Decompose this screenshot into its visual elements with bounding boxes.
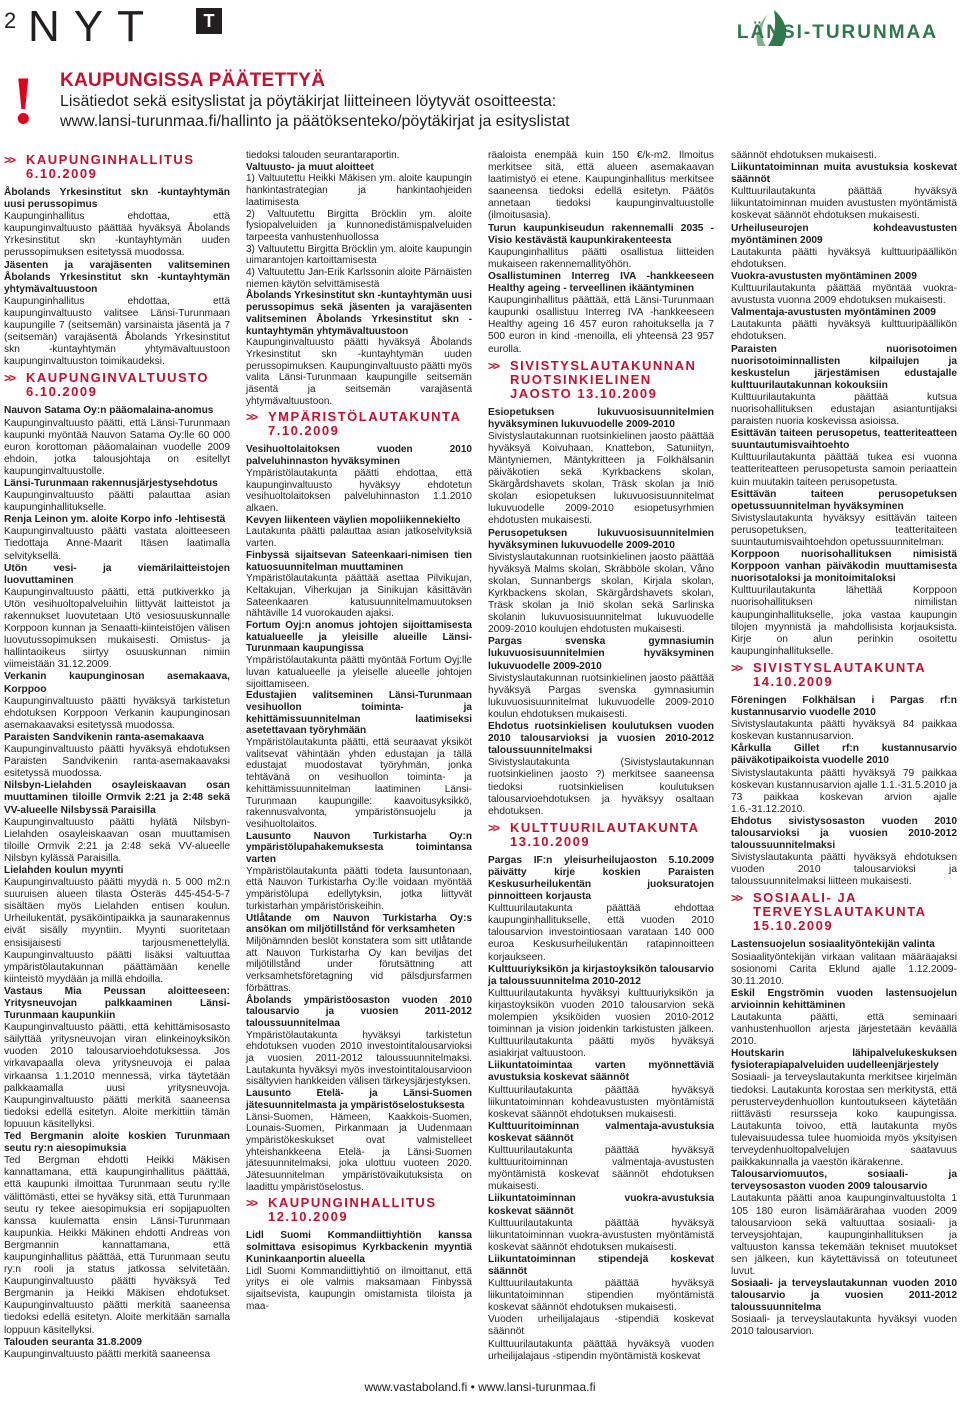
body-text: Kulttuurilautakunta päättää tukea esi vuonna teatteriteatteen perusopetusta samoin periaattein kuin muutakin taiteen perusopetusta. bbox=[731, 452, 957, 488]
item-heading: Lielahden koulun myynti bbox=[4, 864, 124, 876]
magazine-title: NYT bbox=[28, 2, 158, 51]
body-text: Ted Bergman ehdotti Heikki Mäkisen kannattamana, että kaupunginhallitus päättää, että kaupunki ilmoittaa Turunmaan seutu ry:lle välittömästi, ettei se hyväksy sitä, että Turunmaan seutu ry tekee aiesopimuksia eri sopijapuolten kanssa kuulematta ensin Länsi-Turunmaan kaupunkia. Heikki Mäkinen ehdotti Andreas von Bergmannin kannattamana, että kaupunginhallitus päättää, että Turunmaan seutu ry:n rooli ja status jatkossa selvitetään. Kaupunginvaltuusto päätti hyväksyä Ted Bergmanin ja Heikki Mäkisen ehdotukset. Kaupunginvaltuusto päätti merkitä saaneensa tiedoksi edellä esitetyn. Aloite merkitään samalla loppuun käsitellyksi. bbox=[4, 1155, 230, 1336]
body-text: Kaupunginhallitus ehdottaa, että kaupunginvaltuusto valitsee Länsi-Turunmaan kaupungille 7 (seitsemän) varsinaista jäsentä ja 7 (seitsemän) varajäsentä Åbolands Yrkesinstitut skn -kuntayhtymän yhtymävaltuustoon kaupunginvaltuuston toimikaudeksi. bbox=[4, 295, 230, 368]
item-heading: Pargas svenska gymnasiumin lukuvuosisuunnitelmien hyväksyminen lukuvuodelle 2009-2010 bbox=[488, 636, 714, 672]
body-text: Kulttuurilautakunta päättää kutsua nuorisohallituksen edustajan asiantuntijaksi paraisten nuoria koskevissa asioissa. bbox=[731, 391, 957, 428]
body-text: Sosiaali- ja terveyslautakunta hyväksyi vuoden 2010 talousarvion. bbox=[731, 1314, 957, 1338]
body-text: Miljönämnden beslöt konstatera som sitt utlåtande att Nauvon Turkistarha Oy kan beviljas det miljötillstånd under förutsättning att verksamhetsföretagning vid pälsdjursfarmen förbättras. bbox=[246, 936, 472, 994]
footer-links[interactable]: www.vastaboland.fi • www.lansi-turunmaa.fi bbox=[364, 1380, 596, 1394]
item-heading: Sosiaali- ja terveyslautakunnan vuoden 2010 talousarvio ja vuosien 2011-2012 taloussuunnitelma bbox=[731, 1278, 957, 1314]
body-text: Sivistyslautakunta päätti hyväksyä 79 paikkaa koskevan kustannusarvion ajalle 1.1.-31.5.2010 ja 73 paikkaa koskevan arvion ajalle 1.6.-31.12.2010. bbox=[731, 767, 957, 815]
item-heading: Korppoon nuorisohallituksen nimisistä Korppoon vanhan päiväkodin muuttamisesta nuorisotaloksi ja monitoimitaloksi bbox=[731, 549, 957, 585]
column-4 bbox=[731, 150, 957, 1339]
body-text: Ympäristölautakunta päätti, että seuraavat yksiköt valitsevat vähintään yhden edustajan ja tällä edustajat muodostavat työryhmän, jonka tehtävänä on vesihuollon toiminta- ja kehittämissuunnitelman laatiminen Länsi-Turunmaan kaupungille: kaavoitusyksikkö, rakennusvalvonta, ympäristönsuojelu ja vesihuoltolaitos. bbox=[246, 737, 472, 830]
double-chevron-icon: >> bbox=[731, 891, 742, 906]
item-heading: Åbolands ympäristöosaston vuoden 2010 talousarvio ja vuosien 2011-2012 taloussuunnitelmaa bbox=[246, 994, 472, 1029]
magazine-badge: T bbox=[196, 8, 222, 34]
body-text: Kaupunginvaltuusto päätti, että Länsi-Turunmaan kaupunki myöntää Nauvon Satama Oy:lle 60 000 euron korottoman pääomalainan vuodelle 2009 ehdoin, jotka talousjohtaja on esitellyt kaupunginvaltuustolle. bbox=[4, 417, 230, 477]
section-heading-text: KAUPUNGINHALLITUS 12.10.2009 bbox=[268, 1195, 437, 1225]
item-heading: Paraisten Sandvikenin ranta-asemakaava bbox=[4, 731, 204, 743]
item-heading: Valtuusto- ja muut aloitteet bbox=[246, 161, 374, 173]
body-text: Sivistyslautakunnan ruotsinkielinen jaosto päättää hyväksyä Pargas svenska gymnasiumin lukuvuosisuunnitelmat lukuvuodelle 2009-2010 koulun ehdotuksen mukaisesti. bbox=[488, 672, 714, 720]
brand-name: LÄNSI-TURUNMAA bbox=[736, 22, 938, 43]
item-heading: Vuokra-avustusten myöntäminen 2009 bbox=[731, 270, 917, 282]
item-heading: Renja Leinon ym. aloite Korpo info -lehtisestä bbox=[4, 514, 226, 526]
banner-line-2[interactable]: www.lansi-turunmaa.fi/hallinto ja päätöksenteko/pöytäkirjat ja esityslistat bbox=[60, 113, 570, 130]
body-text: Kulttuurilautakunta päättää myöntää vuokra-avustusta vuonna 2009 ehdotuksen mukaisesti. bbox=[731, 283, 957, 307]
item-heading: Eskil Engströmin vuoden lastensuojelun arvioinnin kehittäminen bbox=[731, 987, 957, 1011]
item-heading: Lausunto Nauvon Turkistarha Oy:n ympäristölupahakemuksesta toimintansa varten bbox=[246, 830, 472, 866]
body-text: 1) Valtuutettu Heikki Mäkisen ym. aloite kaupungin hankintastrategian ja hankintaohjeiden laatimisesta bbox=[246, 173, 472, 208]
body-text: Kulttuurilautakunta lähettää Korppoon nuorisohallituksen nimilistan kaupunginhallitukselle, joka vastaa kaupungin tilojen myynnistä ja mahdollisista korjauksista. Kirje on alun perinkin osoitettu kaupunginhallitukselle. bbox=[731, 585, 957, 657]
section-heading bbox=[246, 1196, 472, 1224]
body-text: Sivistyslautakunta (Sivistyslautakunnan ruotsinkielinen jaosto ?) merkitsee saaneensa tiedoksi ruotsinkielisen koulutuksen talousarvioehdotuksen ja hyväksyy osaltaan ehdotuksen. bbox=[488, 757, 714, 817]
item-heading: Edustajien valitseminen Länsi-Turunmaan vesihuollon toiminta- ja kehittämissuunnitelman laatimiseksi asetettavaan työryhmään bbox=[246, 690, 472, 737]
section-heading bbox=[731, 891, 957, 933]
body-text: Vuoden urheilijalajaus -stipendiä koskevat säännöt bbox=[488, 1314, 714, 1338]
double-chevron-icon: >> bbox=[731, 660, 742, 675]
body-text: Kaupunginvaltuusto päätti hyväksyä tarkistetun ehdotuksen Korppoon Verkanin kaupunginosan asemakaavaksi esitetyssä muodossa. bbox=[4, 695, 230, 731]
alert-mark: ! bbox=[12, 62, 35, 138]
body-text: Ympäristölautakunta hyväksyi tarkistetun ehdotuksen vuoden 2010 investointitalousarvioksi ja vuosien 2011-2012 taloussuunnitelmaksi. Lautakunta hyväksyi myös investointitalousarvioon sisältyvien hankkeiden välisen tärkeysjärjestyksen. bbox=[246, 1029, 472, 1088]
body-text: räaloista enempää kuin 150 €/k-m2. Ilmoitus merkitsee sitä, että alueen asemakaavan laatimistyö ei etene. Kaupunginhallitus merkitsee saaneensa tiedoksi edellä esitetyn. Päätös annetaan tiedoksi kaupunginvaltuustolle (ilmoitusasia). bbox=[488, 150, 714, 222]
item-heading: Åbolands Yrkesinstitut skn -kuntayhtymän uusi perussopimus sekä jäsenten ja varajäsenten valitseminen Åbolands Yrkesinstitut skn -kuntayhtymän yhtymävaltuustoon bbox=[246, 290, 472, 337]
item-heading: Nauvon Satama Oy:n pääomalaina-anomus bbox=[4, 405, 214, 417]
item-heading: Liikuntatoiminnan vuokra-avustuksia koskevat säännöt bbox=[488, 1193, 714, 1217]
item-heading: Lastensuojelun sosiaalityöntekijän valinta bbox=[731, 939, 935, 951]
item-heading: Ehdotus ruotsinkielisen koulutuksen vuoden 2010 talousarvioksi ja vuosien 2010-2012 taloussuunnitelmaksi bbox=[488, 721, 714, 757]
body-text: Lautakunta päätti, että seminaari vanhustenhuollon arjesta järjestetään keväällä 2010. bbox=[731, 1012, 957, 1048]
item-heading: Vesihuoltolaitoksen vuoden 2010 palveluhinnaston hyväksyminen bbox=[246, 444, 472, 468]
body-text: Lautakunta päätti palauttaa asian jatkoselvityksiä varten. bbox=[246, 526, 472, 550]
item-heading: Valmentaja-avustusten myöntäminen 2009 bbox=[731, 307, 936, 319]
body-text: Sivistyslautakunta hyväksyy esittävän taiteen perusopetuksen, teatteritaiteen suuntautumisvaihtoehdon opetussuunnitelman. bbox=[731, 512, 957, 548]
section-heading bbox=[246, 410, 472, 438]
item-heading: Föreningen Folkhälsan i Pargas rf:n kustannusarvio vuodelle 2010 bbox=[731, 694, 957, 719]
item-heading: Kulttuuritoiminnan valmentaja-avustuksia koskevat säännöt bbox=[488, 1120, 714, 1144]
body-text: Kaupunginvaltuusto päätti, että kehittämisosasto säilyttää yritysneuvojan viran elinkeinoyksikön vuoden 2010 talousarvioehdotuksessa. Jos virkavapaalla oleva yritysneuvoja ei palaa virkaansa 1.1.2010 mennessä, virka täytetään palkkaamalla uusi yritysneuvoja. Kaupunginvaltuusto päätti merkitä saaneensa tiedoksi edellä esitetyn. Aloite merkittiin tämän lopuuun käsitellyksi. bbox=[4, 1022, 230, 1130]
item-heading: Verkanin kaupunginosan asemakaava, Korppoo bbox=[4, 671, 230, 695]
item-heading: Talouden seuranta 31.8.2009 bbox=[4, 1336, 142, 1348]
item-heading: Länsi-Turunmaan rakennusjärjestysehdotus bbox=[4, 477, 218, 489]
page-number: 2 bbox=[4, 8, 17, 33]
body-text: Kaupunginvaltuusto päätti hylätä Nilsbyn-Lielahden osayleiskaavan osan muuttamisen tiloille Ormvik 2:21 ja 2:48 sekä VV-alueelle Nilsbyn kylässä Paraisilla. bbox=[4, 816, 230, 864]
section-heading bbox=[731, 661, 957, 689]
item-heading: Nilsbyn-Lielahden osayleiskaavan osan muuttaminen tiloille Ormvik 2:21 ja 2:48 sekä VV-alueelle Nilsbyssä Paraisilla bbox=[4, 780, 230, 816]
body-text: Kaupunginvaltuusto päätti merkitä saaneensa bbox=[4, 1348, 211, 1360]
body-text: Ympäristölautakunta päätti ehdottaa, että kaupunginvaltuusto hyväksyy ehdotetun vesihuoltolaitoksen palveluhinnaston 1.1.2010 alkaen. bbox=[246, 467, 472, 514]
section-heading bbox=[4, 153, 230, 181]
item-heading: Ehdotus sivistysosaston vuoden 2010 talousarvioksi ja vuosien 2010-2012 taloussuunnitelmaksi bbox=[731, 815, 957, 852]
body-text: Lautakunta päätti hyväksyä kulttuuripäällikön ehdotuksen. bbox=[731, 246, 957, 270]
section-heading bbox=[488, 359, 714, 401]
item-heading: Turun kaupunkiseudun rakennemalli 2035 - Visio kestävästä kaupunkirakenteesta bbox=[488, 222, 714, 246]
section-heading-text: KAUPUNGINVALTUUSTO 6.10.2009 bbox=[26, 370, 209, 400]
item-heading: Kevyen liikenteen väylien mopoliikennekielto bbox=[246, 514, 461, 526]
double-chevron-icon: >> bbox=[4, 371, 15, 386]
body-text: Kaupunginvaltuusto päätti vastata aloitteeseen Tiedottaja Anne-Maarit Itäsen laatimalla selvityksellä. bbox=[4, 526, 230, 562]
body-text: Kulttuurilautakunta päättää hyväksyä liikuntatoiminnan muiden avustusten myöntämistä koskevat säännöt ehdotuksen mukaisesti. bbox=[731, 186, 957, 222]
body-text: Sivistyslautakunta päätti hyväksyä 84 paikkaa koskevan kustannusarvion. bbox=[731, 719, 957, 743]
item-heading: Talousarviomuutos, sosiaali- ja terveysosaston vuoden 2009 talousarvio bbox=[731, 1169, 957, 1193]
section-heading bbox=[4, 371, 230, 399]
item-heading: Liikuntatoiminnan muita avustuksia koskevat säännöt bbox=[731, 162, 957, 186]
body-text: Kaupunginvaltuusto päätti myydä n. 5 000 m2:n suuruisen alueen tilasta Österäs 445-454-5-7 sisältäen myös Lielahden entisen koulun. Urheilukentät, pysäköintipaikka ja saunarakennus eivät sisälly myyntiin. Myynti suoritetaan ensisijaisesti tarjousmenettelyllä. Kaupunginvaltuusto päätti lisäksi valtuuttaa ympäristölautakunnan päättämään kenelle kiinteistö myydään ja millä ehdoilla. bbox=[4, 877, 230, 985]
double-chevron-icon: >> bbox=[246, 410, 257, 425]
double-chevron-icon: >> bbox=[488, 820, 499, 835]
body-text: Ympäristölautakunta päättää asettaa Pilvikujan, Keltakujan, Viherkujan ja Sinikujan käsittävän Sateenkaaren katusuunnitelmamuutoksen nähtäville 14 vuorokauden ajaksi. bbox=[246, 573, 472, 620]
body-text: Ympäristölautakunta päätti myöntää Fortum Oyj:lle luvan katualueelle ja yleiselle alueelle johtojen sijoittamiseen. bbox=[246, 655, 472, 690]
page-header bbox=[0, 0, 960, 60]
body-text: Kaupunginvaltuusto päätti hyväksyä Åbolands Yrkesinstitut skn -kuntayhtymän uuden perussopimuksen. Kaupunginvaltuusto päätti myös valita Länsi-Turunmaan kaupungille seitsemän jäsentä ja seitsemän varajäsentä yhtymävaltuustoon. bbox=[246, 337, 472, 407]
section-heading-text: YMPÄRISTÖLAUTAKUNTA 7.10.2009 bbox=[268, 409, 461, 439]
double-chevron-icon: >> bbox=[246, 1196, 257, 1211]
body-text: Kaupunginhallitus ehdottaa, että kaupunginvaltuusto päättää hyväksyä Åbolands Yrkesinstitut skn -kuntayhtymän uuden perussopimuksen esitetyssä muodossa. bbox=[4, 211, 230, 259]
column-3 bbox=[488, 150, 714, 1363]
body-text: tiedoksi talouden seurantaraportin. bbox=[246, 150, 400, 161]
item-heading: Esittävän taiteen perusopetus, teatteriteatteen suuntautumisvaihtoehto bbox=[731, 428, 957, 452]
body-text: Kaupunginhallitus päätti osallistua liitteiden mukaiseen rakennemallityöhön. bbox=[488, 246, 714, 270]
item-heading: Osallistuminen Interreg IVA -hankkeeseen Healthy ageing - terveellinen ikääntyminen bbox=[488, 270, 714, 295]
body-text: Kulttuurilautakunta päättää hyväksyä liikuntatoiminnan vuokra-avustusten myöntämistä koskevat säännöt ehdotuksen mukaisesti. bbox=[488, 1217, 714, 1253]
section-heading-text: KULTTUURILAUTAKUNTA 13.10.2009 bbox=[510, 819, 700, 849]
item-heading: Esittävän taiteen perusopetuksen opetussuunnitelman hyväksyminen bbox=[731, 488, 957, 512]
body-text: säännöt ehdotuksen mukaisesti. bbox=[731, 150, 877, 161]
section-heading-text: SIVISTYSLAUTAKUNTA 14.10.2009 bbox=[753, 659, 926, 689]
body-text: Lautakunta päätti hyväksyä kulttuuripäällikön ehdotuksen. bbox=[731, 319, 957, 343]
item-heading: Esiopetuksen lukuvuosisuunnitelmien hyväksyminen lukuvuodelle 2009-2010 bbox=[488, 406, 714, 430]
body-text: Kulttuurilautakunta päättää ehdottaa kaupunginhallitukselle, että vuoden 2010 talousarvion investointiosaan varataan 140 000 euroa Keskusurheilukentän ratapinnoitteen korjaukseen. bbox=[488, 903, 714, 963]
column-2 bbox=[246, 150, 472, 1312]
banner-title: KAUPUNGISSA PÄÄTETTYÄ bbox=[60, 70, 326, 91]
body-text: Sosiaali- ja terveyslautakunta merkitsee kirjelmän tiedoksi. Lautakunta korostaa sen merkitystä, että perusterveydenhuollon kuntoutukseen käytetään riittävästi resursseja koko kaupungissa. Lautakunta toivoo, että lautakunta myös tulevaisuudessa tulee huomioida myös yksityisen terveydenhuoltopalvelujen saatavuus paikkakunnalla ja vaestön ikärakenne. bbox=[731, 1072, 957, 1169]
item-heading: Kulttuuriyksikön ja kirjastoyksikön talousarvio ja taloussuunnitelma 2010-2012 bbox=[488, 963, 714, 987]
item-heading: Utlåtande om Nauvon Turkistarha Oy:s ansökan om miljötillstånd för verksamheten bbox=[246, 912, 472, 936]
section-heading-text: SIVISTYSLAUTAKUNNAN RUOTSINKIELINEN JAOSTO 13.10.2009 bbox=[510, 357, 697, 401]
double-chevron-icon: >> bbox=[488, 358, 499, 373]
body-text: Sivistyslautakunnan ruotsinkielinen jaosto päättää hyväksyä Malms skolan, Skräbböle skolan, Våno skolan, Sunnanbergs skolan, Kirjala skolan, Kyrkbackens skolan, Skärgårdshavets skolan, Träsk skolan ja Iniö skolan sekä Sarlinska skolanin lukuvuosisuunnitelmat lukuvuodelle 2009-2010 koulujen ehdotusten mukaisesti. bbox=[488, 551, 714, 636]
body-text: 2) Valtuutettu Birgitta Bröcklin ym. aloite fysiopalveluiden ja kunnonedistämispalveluiden tarpeesta vanhustenhuollossa bbox=[246, 208, 472, 243]
body-text: Ympäristölautakunta päätti todeta lausuntonaan, että Nauvon Turkistarha Oy:lle voidaan myöntää ympäristölupa edellytyksin, jotka liittyvät turkistarhan ympäristöriskeihin. bbox=[246, 865, 472, 912]
column-1 bbox=[4, 150, 230, 1361]
item-heading: Jäsenten ja varajäsenten valitseminen Åbolands Yrkesinstitut skn -kuntayhtymän yhtymävaltuustoon bbox=[4, 259, 230, 295]
body-text: Lidl Suomi Kommandiittiyhtiö on ilmoittanut, että yritys ei ole valmis maksamaan Finbyssä sijaitsevista, kaupungin omistamista tiloista ja maa- bbox=[246, 1265, 472, 1312]
body-text: Kulttuurilautakunta päättää hyväksyä kulttuuritoiminnan valmentaja-avustusten myöntämistä koskevat säännöt ehdotuksen mukaisesti. bbox=[488, 1145, 714, 1193]
item-heading: Perusopetuksen lukuvuosisuunnitelmien hyväksyminen lukuvuodelle 2009-2010 bbox=[488, 527, 714, 551]
body-text: Kaupunginvaltuusto päätti palauttaa asian kaupunginhallitukselle. bbox=[4, 490, 230, 514]
body-text: Sivistyslautakunta päätti hyväksyä ehdotuksen vuoden 2010 talousarvioksi ja taloussuunnitelmaksi liitteen mukaisesti. bbox=[731, 852, 957, 888]
item-heading: Urheiluseurojen kohdeavustusten myöntäminen 2009 bbox=[731, 222, 957, 246]
body-text: Länsi-Suomen, Hämeen, Kaakkois-Suomen, Lounais-Suomen, Pirkanmaan ja Uudenmaan ympäristökeskukset ovat valmistelleet yhteishankkeena Etelä- ja Länsi-Suomen jätesuunnitelmaksi, joka ulottuu vuoteen 2020. Jätesuunnitelman ympäristövaikutuksista on laadittu ympäristöselostus. bbox=[246, 1111, 472, 1193]
body-text: Kaupunginvaltuusto päätti, että putkiverkko ja Utön vesihuoltopalveluihin liittyvät laitteistot ja rakennukset luovutetaan Utö vesiosuuskunnalle Korppoon kunnan ja Senaatti-kiinteistöjen välisen luovutussopimuksen mukaisesti. Omistus- ja hallintaoikeus siirtyy osuuskunnan nimiin viimeistään 31.12.2009. bbox=[4, 586, 230, 671]
section-heading-text: KAUPUNGINHALLITUS 6.10.2009 bbox=[26, 152, 195, 181]
item-heading: Lausunto Etelä- ja Länsi-Suomen jätesuunnitelmasta ja ympäristöselostuksesta bbox=[246, 1088, 472, 1111]
body-text: Kaupunginhallitus päättää, että Länsi-Turunmaan kaupunki osallistuu Interreg IVA -hankkeeseen Healthy ageing 16 457 euron rahoituksella ja 7 500 euron in kind -menoilla, eli yhteensä 23 957 eurolla. bbox=[488, 295, 714, 355]
body-text: Lautakunta päätti anoa kaupunginvaltuustolta 1 105 180 euron lisämäärärahaa vuoden 2009 talousarvioon sekä valtuuttaa sosiaali- ja terveysjohtajan, kaupunginhallituksen ja valtuuston kanssa tekemään tekniset muutokset sen jälkeen, kun käytettävissä on toteutuneet luvut. bbox=[731, 1193, 957, 1277]
double-chevron-icon: >> bbox=[4, 153, 15, 167]
section-heading-text: SOSIAALI- JA TERVEYSLAUTAKUNTA 15.10.2009 bbox=[753, 890, 927, 934]
item-heading: Fortum Oyj:n anomus johtojen sijoittamisesta katualueelle ja yleisille alueille Länsi-Turunmaan kaupungissa bbox=[246, 620, 472, 655]
item-heading: Utön vesi- ja viemärilaitteistojen luovuttaminen bbox=[4, 562, 230, 586]
section-heading bbox=[488, 821, 714, 849]
body-text: Sivistyslautakunnan ruotsinkielinen jaosto päättää hyväksyä Koivuhaan, Knattebon, Satuniityn, Mäntyniemen, Mäntykritteen ja Folkhälsanin päiväkotien sekä Kyrkbackens skolan, Skärgårdshavets skolan, Träsk skolan ja Iniö skolan esiopetuksen lukuvuosisuunnitelmat lukuvuodelle 2009-2010 esiopetusyrhmien ehdotusten mukaisesti. bbox=[488, 430, 714, 527]
body-text: Kulttuurilautakunta päättää hyväksyä liikuntatoiminnan stipendien myöntämistä koskevat säännöt ehdotuksen mukaisesti. bbox=[488, 1278, 714, 1314]
item-heading: Kårkulla Gillet rf:n kustannusarvio päiväkotipaikoista vuodelle 2010 bbox=[731, 743, 957, 767]
item-heading: Paraisten nuorisotoimen nuorisotoiminnallisten kilpailujen ja keskustelun järjestämisen edustajalle kulttuurilautakunnan kokouksiin bbox=[731, 343, 957, 391]
item-heading: Ted Bergmanin aloite koskien Turunmaan seutu ry:n aiesopimuksia bbox=[4, 1131, 230, 1155]
body-text: Sosiaalityöntekijän virkaan valitaan määräajaksi sosionomi Carita Eklund ajalle 1.12.2009-30.11.2010. bbox=[731, 951, 957, 987]
item-heading: Finbyssä sijaitsevan Sateenkaari-nimisen tien katuosuunnitelman muuttaminen bbox=[246, 549, 472, 573]
body-text: Kaupunginvaltuusto päätti hyväksyä ehdotuksen Paraisten Sandvikenin ranta-asemakaavaksi esitetyssä muodossa. bbox=[4, 744, 230, 780]
item-heading: Vastaus Mia Peussan aloitteeseen: Yritysneuvojan palkkaaminen Länsi-Turunmaan kaupunkiin bbox=[4, 985, 230, 1022]
body-text: 4) Valtuutettu Jan-Erik Karlssonin aloite Pärnäisten niemen käytön selvittämisestä bbox=[246, 267, 472, 290]
body-text: 3) Valtuutettu Birgitta Bröcklin ym. aloite kaupungin uimarantojen kartoittamisesta bbox=[246, 243, 472, 267]
banner-line-1: Lisätiedot sekä esityslistat ja pöytäkirjat liitteineen löytyvät osoitteesta: bbox=[60, 93, 557, 110]
body-text: Kulttuurilautakunta hyväksyi kulttuuriyksikön ja kirjastoyksikön vuoden 2010 talousarvion sekä molempien yksiköiden vuosien 2010-2012 toiminnan ja vision joidenkin tarkistusten jälkeen. Kulttuurilautakunta päätti myös hyväksyä asiakirjat valtuustoon. bbox=[488, 987, 714, 1060]
item-heading: Åbolands Yrkesinstitut skn -kuntayhtymän uusi perussopimus bbox=[4, 187, 230, 211]
banner bbox=[60, 70, 570, 132]
body-text: Kulttuurilautakunta päättää hyväksyä vuoden urheilijalajaus -stipendin myöntämistä koskevat bbox=[488, 1338, 714, 1362]
item-heading: Pargas IF:n yleisurheilujaoston 5.10.2009 päivätty kirje koskien Paraisten Keskusurheilukentän juoksuratojen pinnoitteen korjausta bbox=[488, 854, 714, 903]
item-heading: Lidl Suomi Kommandiittiyhtiön kanssa solmittava esisopimus Kyrkbackenin myyntiä Kuninkaanportin alueella bbox=[246, 1230, 472, 1265]
item-heading: Houtskarin lähipalvelukeskuksen fysioterapiapalveluiden uudelleenjärjestely bbox=[731, 1048, 957, 1072]
item-heading: Liikuntatoiminnan stipendejä koskevat säännöt bbox=[488, 1253, 714, 1277]
body-text: Kulttuurilautakunta päättää hyväksyä liikuntatoiminnan kohdeavustusten myöntämistä koskevat säännöt ehdotuksen mukaisesti. bbox=[488, 1084, 714, 1120]
item-heading: Liikuntatoimintaa varten myönnettäviä avustuksia koskevat säännöt bbox=[488, 1060, 714, 1084]
